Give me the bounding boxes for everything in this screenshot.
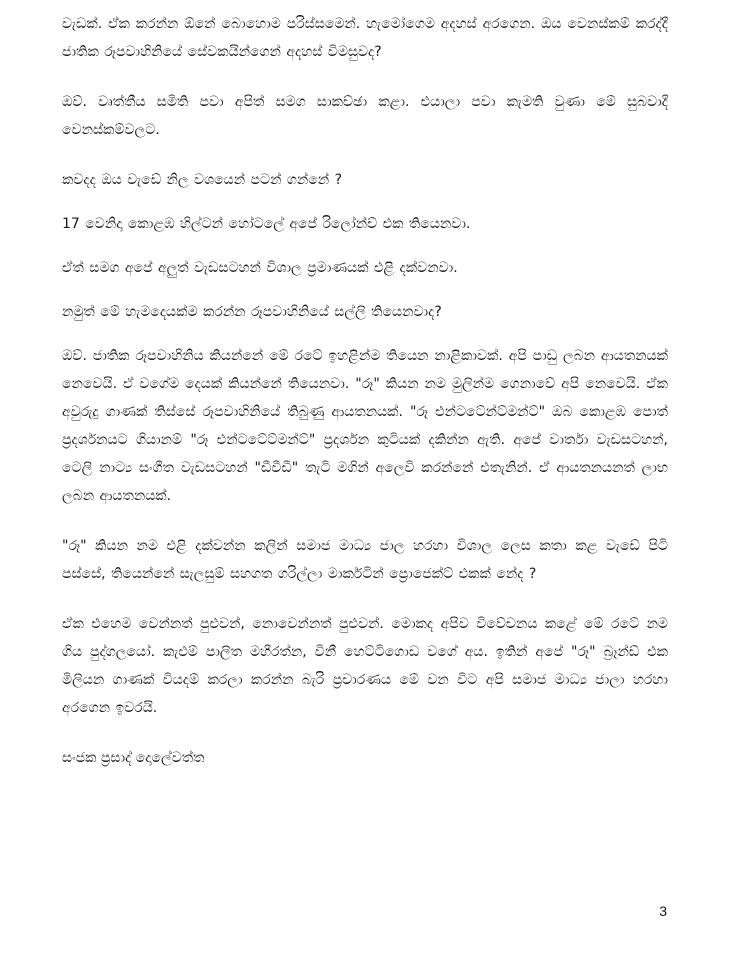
paragraph-7: ඔව්. ජාතික රූපවාහිනිය කියන්නේ මේ රටේ ඉහළින්ම තියෙන නාළිකාවක්. අපි පාඩු ලබන ආයතනයක් නෙවෙයි. ඒ වගේම දෙයක් කියන්නේ තියෙනවා. "රූ" කියන නම මුලින්ම ගෙනාවේ අපි නෙවෙයි. ඒක අවුරුදු ගාණක් තිස්සේ රූපවාහිනියේ තිබුණු ආයතනයක්. "රූ එන්ටටේන්ට්මන්ට්" ඔබ කොළඹ පොත් ප්‍රදර්ශනයට ගියානම් "රූ එන්ටටේට්මන්ට්" ප්‍රදර්ශන කුටියක් දකින්න ඇති. අපේ වාර්තා වැඩසටහන්, ටෙලි නාට්‍ය සංගීත වැඩසටහන් "ඩීවීඩී" තැටි මගින් අලෙවි කරන්නේ එතැනින්. ඒ ආයතනයනත් ලාභ ලබන ආයතනයක්. xyxy=(62,348,668,504)
page-number: 3 xyxy=(659,903,667,919)
paragraph-1: වැඩක්. ඒක කරන්න ඕනේ බොහොම පරිස්සමෙන්. හැමෝගෙම අදහස් අරගෙන. ඔය වෙනස්කම් කරද්දී ජාතික රූපවාහිනියේ සේවකයින්ගෙන් අදහස් විමසුවද? xyxy=(62,16,668,60)
paragraph-6: නමුත් මේ හැමදෙයක්ම කරන්න රූපවාහිනියේ සල්ලි තියෙනවාද? xyxy=(62,304,442,320)
paragraph-9: ඒක එහෙම වෙන්නත් පුළුවන්, නොවෙන්නත් පුළුවන්. මොකද අපිව විවේචනය කළේ මේ රටේ නම ගිය පුද්ගලයෝ. කැළුම් පාලිත මහීරත්න, විනී හෙට්ටිගොඩ වගේ අය. ඉතින් අපේ "රූ" බ්‍රෑන්ඩ් එක මිලියන ගාණක් වියදම් කරලා කරන්න බැරි ප්‍රචාරණය මේ වන විට අපි සමාජ මාධ්‍ය ජාලා හරහා අරගෙන ඉවරයි. xyxy=(62,616,668,716)
article-body xyxy=(62,10,668,772)
paragraph-5: ඒත් සමග අපේ අලුත් වැඩසටහන් විශාල ප්‍රමාණයක් එළි දක්වනවා. xyxy=(62,260,458,276)
author-signature: සංජක ප්‍රසාද් දොලේවත්ත xyxy=(62,750,205,766)
paragraph-4: 17 වෙනිදා කොළඹ හිල්ටන් හෝටලේ අපේ රිලෝන්ච් එක තියෙනවා. xyxy=(62,216,471,232)
paragraph-2: ඔව්. වෘත්තීය සමිති පවා අපිත් සමග සාකච්ඡා කළා. එයාලා පවා කැමති වුණා මේ සුබවාදී වෙනස්කම්වලට. xyxy=(62,94,668,138)
paragraph-8: "රූ" කියන නම එළි දක්වන්න කලින් සමාජ මාධ්‍ය ජාල හරහා විශාල ලෙස කතා කළ වැඩේ පිටි පස්සේ, තියෙන්නේ සැලසුම් සහගත ගරිල්ලා මාර්කටින් ප්‍රොජෙක්ට් එකක් නේද ? xyxy=(62,538,668,582)
paragraph-3: කවදද ඔය වැඩේ නිල වශයෙන් පටන් ගන්නේ ? xyxy=(62,172,343,188)
